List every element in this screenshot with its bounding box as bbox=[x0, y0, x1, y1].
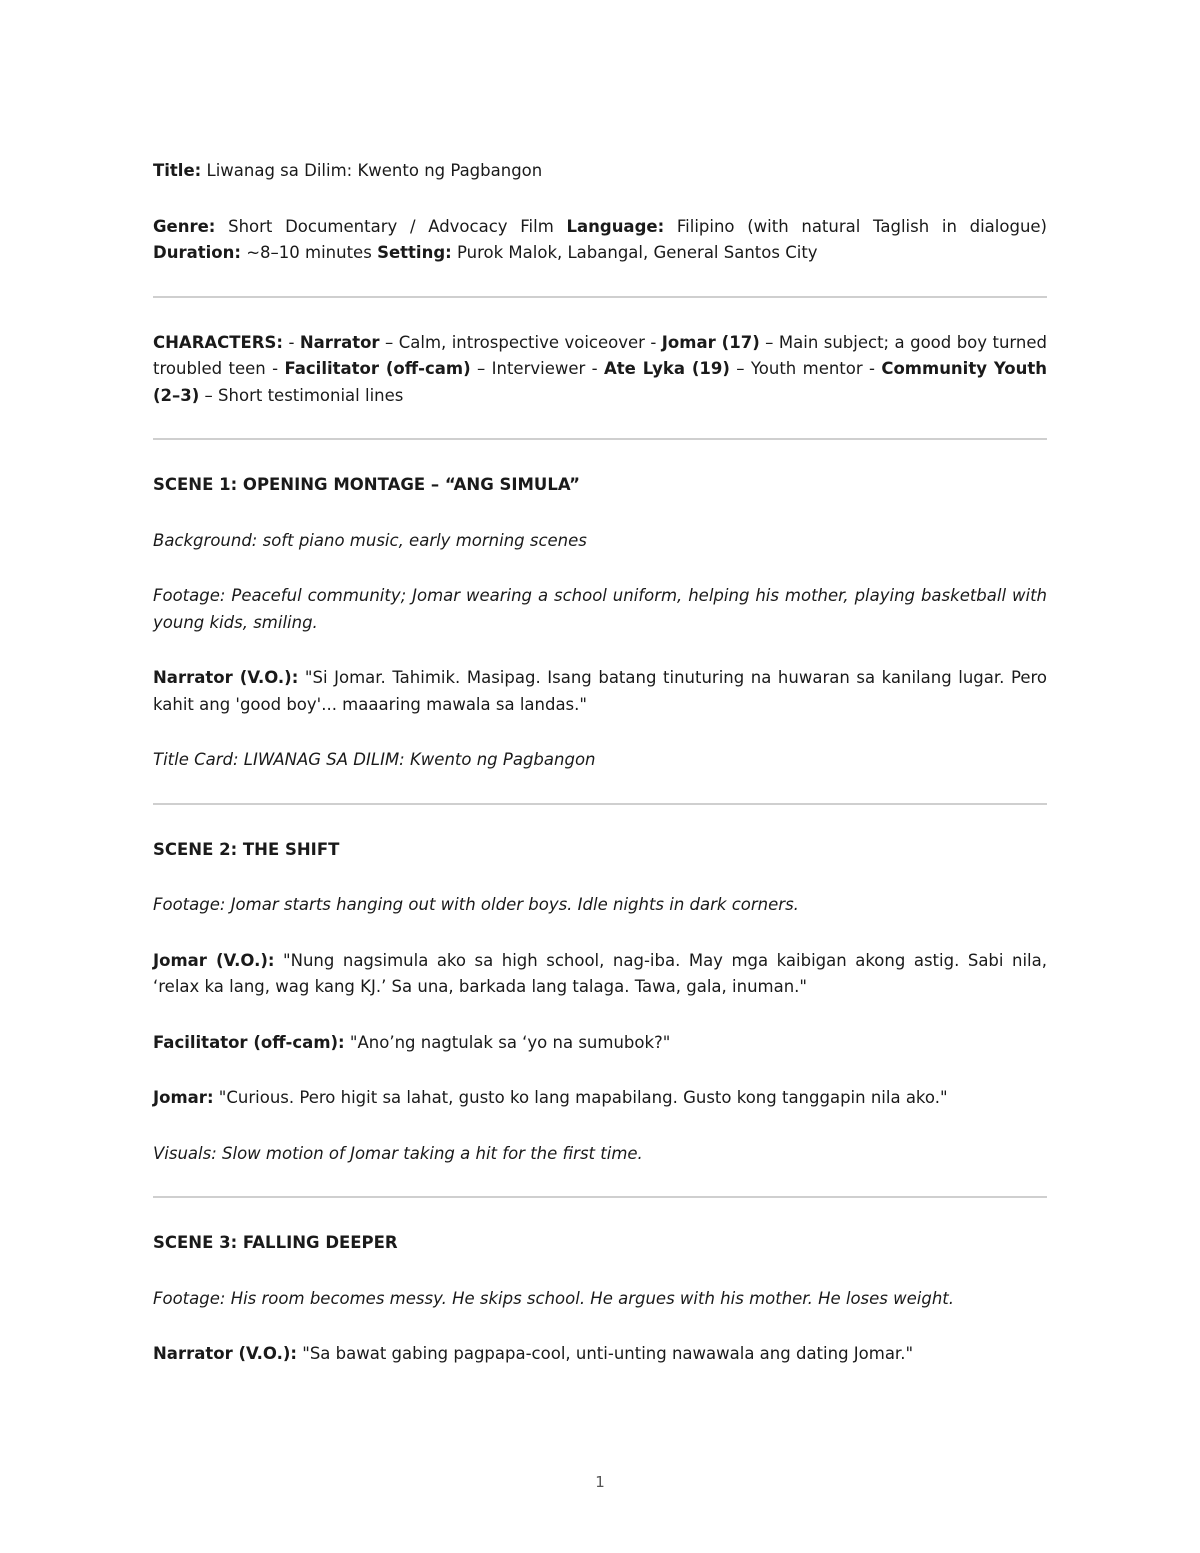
character-name: Community Youth (2–3) bbox=[153, 359, 1047, 405]
info-line bbox=[153, 214, 1047, 267]
scene2-visuals bbox=[153, 1141, 1047, 1168]
genre-value: Short Documentary / Advocacy Film bbox=[228, 216, 554, 236]
scene1-heading: SCENE 1: OPENING MONTAGE – “ANG SIMULA” bbox=[153, 475, 580, 494]
page-number: 1 bbox=[595, 1473, 605, 1491]
genre-label: Genre: bbox=[153, 216, 216, 236]
duration-label: Duration: bbox=[153, 243, 241, 262]
setting-value: Purok Malok, Labangal, General Santos City bbox=[456, 243, 818, 262]
scene3-heading: SCENE 3: FALLING DEEPER bbox=[153, 1233, 398, 1252]
character-desc: Interviewer bbox=[491, 359, 586, 378]
scene2-visuals-text: Visuals: Slow motion of Jomar taking a hit for the first time. bbox=[153, 1143, 643, 1163]
scene1-narrator bbox=[153, 665, 1047, 718]
scene3-narrator bbox=[153, 1341, 1047, 1368]
jomar-label: Jomar: bbox=[153, 1088, 214, 1107]
facilitator-label: Facilitator (off-cam): bbox=[153, 1032, 345, 1052]
scene1-background-text: Background: soft piano music, early morning scenes bbox=[153, 530, 587, 550]
characters-list: CHARACTERS: - Narrator – Calm, introspective voiceover - Jomar (17) – Main subject; a good boy turned troubled teen - Facilitator (off-cam) – Interviewer - Ate Lyka (19) – Youth mentor - Community Youth (2–3) – Short testimonial lines bbox=[153, 332, 1047, 405]
title-label: Title: bbox=[153, 161, 202, 180]
character-name: Narrator bbox=[299, 332, 380, 352]
scene2-facilitator bbox=[153, 1030, 1047, 1057]
scene1-footage-text: Footage: Peaceful community; Jomar wearing a school uniform, helping his mother, playing basketball with young kids, smiling. bbox=[153, 586, 1047, 632]
character-name: Facilitator (off-cam) bbox=[284, 359, 471, 378]
characters-label: CHARACTERS: bbox=[153, 332, 283, 352]
title-line bbox=[153, 158, 1047, 185]
scene3-footage-text: Footage: His room becomes messy. He skips school. He argues with his mother. He loses weight. bbox=[153, 1288, 955, 1308]
jomar-line: "Curious. Pero higit sa lahat, gusto ko lang mapabilang. Gusto kong tanggapin nila ako." bbox=[218, 1088, 948, 1107]
divider bbox=[153, 438, 1047, 440]
scene2-footage-text: Footage: Jomar starts hanging out with older boys. Idle nights in dark corners. bbox=[153, 895, 799, 914]
language-label: Language: bbox=[566, 216, 665, 236]
title-card-text: Title Card: LIWANAG SA DILIM: Kwento ng Pagbangon bbox=[153, 750, 596, 769]
scene1-footage bbox=[153, 583, 1047, 636]
scene2-jomar bbox=[153, 1085, 1047, 1112]
language-value: Filipino (with natural Taglish in dialogue) bbox=[676, 216, 1047, 236]
jomar-vo-label: Jomar (V.O.): bbox=[153, 950, 275, 970]
scene1-title-card bbox=[153, 747, 1047, 774]
character-name: Ate Lyka (19) bbox=[604, 359, 730, 378]
character-desc: Youth mentor bbox=[750, 359, 863, 378]
narrator-line: "Si Jomar. Tahimik. Masipag. Isang batang tinuturing na huwaran sa kanilang lugar. Pero kahit ang 'good boy'... maaaring mawala sa landas." bbox=[153, 668, 1047, 714]
narrator-line: "Sa bawat gabing pagpapa-cool, unti-unting nawawala ang dating Jomar." bbox=[302, 1344, 914, 1363]
document-page bbox=[153, 158, 1047, 1368]
setting-label: Setting: bbox=[377, 243, 452, 262]
character-desc: Main subject; a good boy turned troubled teen bbox=[153, 332, 1047, 378]
facilitator-line: "Ano’ng nagtulak sa ‘yo na sumubok?" bbox=[349, 1032, 671, 1052]
jomar-vo-line: "Nung nagsimula ako sa high school, nag-iba. May mga kaibigan akong astig. Sabi nila, ‘relax ka lang, wag kang KJ.’ Sa una, barkada lang talaga. Tawa, gala, inuman." bbox=[153, 950, 1047, 996]
scene2-jomar-vo bbox=[153, 948, 1047, 1001]
duration-value: ~8–10 minutes bbox=[246, 243, 372, 262]
scene1-background bbox=[153, 528, 1047, 555]
scene3-footage bbox=[153, 1286, 1047, 1313]
character-desc: Short testimonial lines bbox=[218, 385, 404, 405]
character-desc: Calm, introspective voiceover bbox=[398, 332, 645, 352]
narrator-label: Narrator (V.O.): bbox=[153, 1344, 297, 1363]
title-value: Liwanag sa Dilim: Kwento ng Pagbangon bbox=[206, 161, 543, 180]
scene2-footage bbox=[153, 892, 1047, 919]
character-name: Jomar (17) bbox=[661, 332, 760, 352]
divider bbox=[153, 803, 1047, 805]
scene2-heading: SCENE 2: THE SHIFT bbox=[153, 839, 340, 859]
divider bbox=[153, 1196, 1047, 1198]
narrator-label: Narrator (V.O.): bbox=[153, 668, 299, 687]
divider bbox=[153, 296, 1047, 298]
